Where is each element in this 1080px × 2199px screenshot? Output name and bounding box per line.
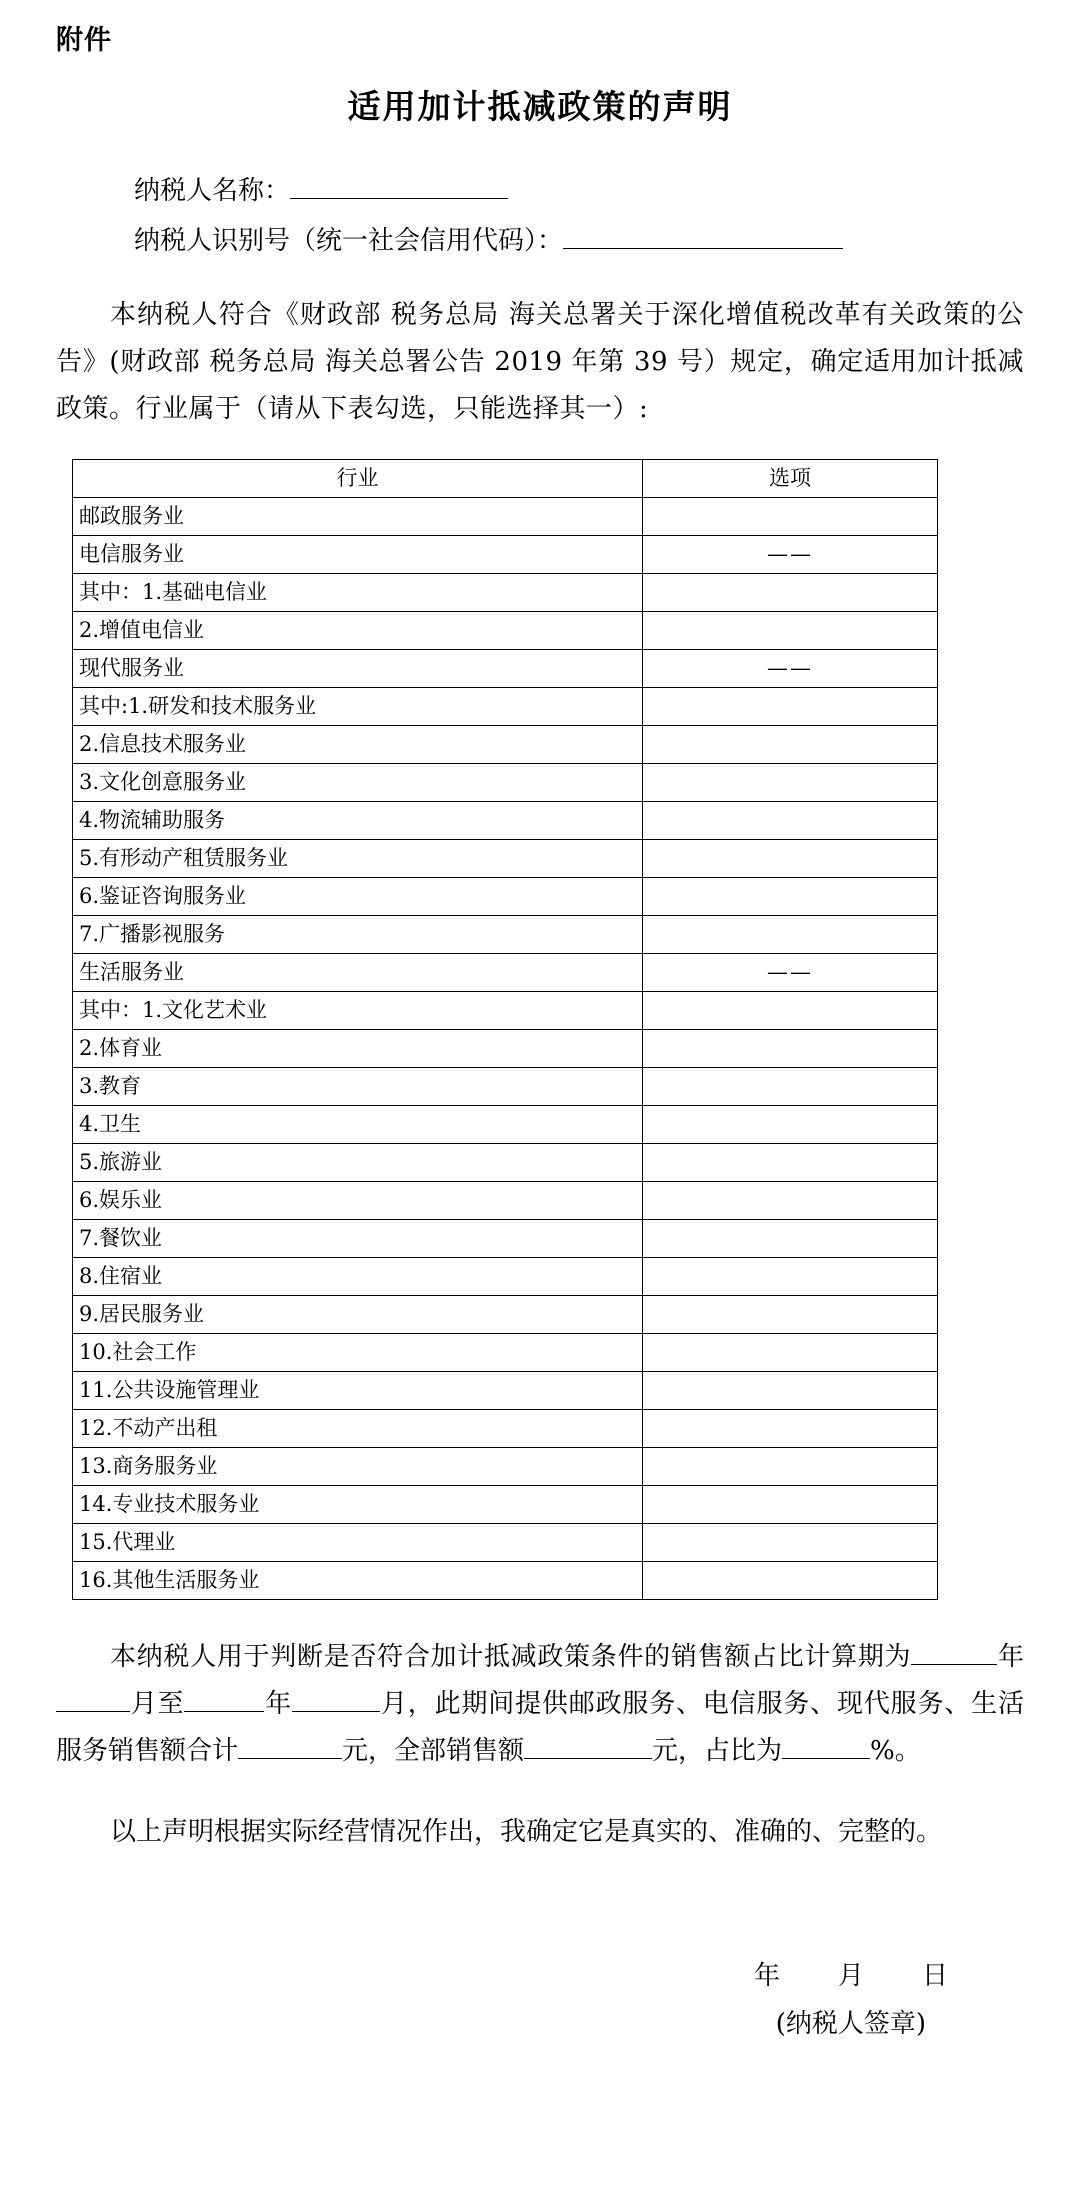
industry-option[interactable]: [643, 1258, 938, 1296]
table-row[interactable]: [73, 688, 938, 726]
industry-option[interactable]: [643, 1220, 938, 1258]
taxpayer-name-field: [134, 166, 1024, 216]
industry-name: 8.住宿业: [73, 1258, 643, 1296]
industry-option[interactable]: [643, 1334, 938, 1372]
signature-month-label: 月: [837, 1961, 864, 1991]
declaration-paragraph: 以上声明根据实际经营情况作出，我确定它是真实的、准确的、完整的。: [110, 1817, 943, 1847]
table-row[interactable]: [73, 1220, 938, 1258]
table-row[interactable]: [73, 1106, 938, 1144]
sales-text-6: 元，全部销售额: [342, 1736, 525, 1766]
industry-option[interactable]: [643, 840, 938, 878]
industry-option[interactable]: [643, 498, 938, 536]
industry-name: 15.代理业: [73, 1524, 643, 1562]
taxpayer-id-input[interactable]: [563, 248, 843, 249]
industry-name: 电信服务业: [73, 536, 643, 574]
table-row[interactable]: [73, 726, 938, 764]
signature-block: [56, 1952, 1024, 2048]
industry-name: 10.社会工作: [73, 1334, 643, 1372]
table-row[interactable]: [73, 612, 938, 650]
table-row[interactable]: [73, 1410, 938, 1448]
table-row[interactable]: [73, 1296, 938, 1334]
industry-option[interactable]: [643, 878, 938, 916]
table-row[interactable]: [73, 1334, 938, 1372]
industry-name: 2.增值电信业: [73, 612, 643, 650]
industry-option[interactable]: [643, 1372, 938, 1410]
industry-name: 现代服务业: [73, 650, 643, 688]
signature-date: [56, 1952, 948, 2000]
taxpayer-id-field: [134, 216, 1024, 266]
column-header-industry: 行业: [73, 460, 643, 498]
industry-option[interactable]: [643, 1296, 938, 1334]
table-row[interactable]: [73, 764, 938, 802]
table-header-row: [73, 460, 938, 498]
period-start-year-input[interactable]: [911, 1664, 997, 1665]
industry-name: 12.不动产出租: [73, 1410, 643, 1448]
table-row[interactable]: [73, 574, 938, 612]
sales-text-3: 月至: [130, 1689, 185, 1719]
industry-name: 5.旅游业: [73, 1144, 643, 1182]
industry-name: 3.文化创意服务业: [73, 764, 643, 802]
industry-option[interactable]: [643, 802, 938, 840]
industry-name: 9.居民服务业: [73, 1296, 643, 1334]
industry-name: 14.专业技术服务业: [73, 1486, 643, 1524]
industry-table-body: [73, 498, 938, 1600]
sales-ratio-paragraph: [56, 1634, 1024, 1775]
industry-option[interactable]: [643, 1030, 938, 1068]
policy-statement-paragraph: 本纳税人符合《财政部 税务总局 海关总署关于深化增值税改革有关政策的公告》(财政部 税务总局 海关总署公告 2019 年第 39 号）规定，确定适用加计抵减政策。行业属于（请从下表勾选，只能选择其一）:: [56, 300, 1024, 424]
industry-option[interactable]: [643, 612, 938, 650]
signature-year-label: 年: [753, 1961, 780, 1991]
industry-option[interactable]: ——: [643, 536, 938, 574]
industry-option[interactable]: [643, 992, 938, 1030]
industry-name: 7.广播影视服务: [73, 916, 643, 954]
industry-name: 其中：1.基础电信业: [73, 574, 643, 612]
industry-option[interactable]: [643, 1106, 938, 1144]
taxpayer-id-label: 纳税人识别号（统一社会信用代码）：: [134, 226, 564, 256]
table-row[interactable]: [73, 1524, 938, 1562]
industry-name: 6.娱乐业: [73, 1182, 643, 1220]
table-row[interactable]: [73, 1486, 938, 1524]
industry-name: 其中:1.研发和技术服务业: [73, 688, 643, 726]
table-row[interactable]: [73, 916, 938, 954]
industry-option[interactable]: [643, 1486, 938, 1524]
sales-text-4: 年: [264, 1689, 293, 1719]
signature-day-label: 日: [921, 1961, 948, 1991]
industry-option[interactable]: [643, 764, 938, 802]
sales-text-5: 月，此期间提供邮政服务、电信服务、现代服务、生活服务销售额合计: [56, 1689, 1024, 1766]
industry-option[interactable]: [643, 1144, 938, 1182]
sales-text-7: 元，占比为: [652, 1736, 783, 1766]
table-row[interactable]: [73, 536, 938, 574]
industry-option[interactable]: [643, 1524, 938, 1562]
sales-text-8: %。: [870, 1736, 921, 1766]
table-row[interactable]: [73, 1562, 938, 1600]
table-row[interactable]: [73, 1030, 938, 1068]
industry-name: 11.公共设施管理业: [73, 1372, 643, 1410]
table-row[interactable]: [73, 1144, 938, 1182]
table-row[interactable]: [73, 1258, 938, 1296]
sales-text-1: 本纳税人用于判断是否符合加计抵减政策条件的销售额占比计算期为: [110, 1642, 912, 1672]
taxpayer-name-label: 纳税人名称：: [134, 176, 291, 206]
table-row[interactable]: [73, 1182, 938, 1220]
industry-name: 13.商务服务业: [73, 1448, 643, 1486]
industry-name: 4.物流辅助服务: [73, 802, 643, 840]
industry-name: 6.鉴证咨询服务业: [73, 878, 643, 916]
table-row[interactable]: [73, 1372, 938, 1410]
ratio-input[interactable]: [782, 1758, 870, 1759]
table-row[interactable]: [73, 840, 938, 878]
period-end-year-input[interactable]: [184, 1711, 264, 1712]
period-end-month-input[interactable]: [292, 1711, 380, 1712]
page-title: 适用加计抵减政策的声明: [347, 87, 733, 126]
industry-option[interactable]: [643, 574, 938, 612]
industry-option[interactable]: [643, 726, 938, 764]
industry-option[interactable]: ——: [643, 650, 938, 688]
table-row[interactable]: [73, 1068, 938, 1106]
industry-name: 其中：1.文化艺术业: [73, 992, 643, 1030]
industry-name: 16.其他生活服务业: [73, 1562, 643, 1600]
attachment-label: 附件: [56, 25, 112, 56]
industry-option[interactable]: ——: [643, 954, 938, 992]
table-row[interactable]: [73, 498, 938, 536]
total-sales-input[interactable]: [524, 1758, 652, 1759]
table-row[interactable]: [73, 954, 938, 992]
industry-option[interactable]: [643, 916, 938, 954]
industry-name: 2.体育业: [73, 1030, 643, 1068]
table-row[interactable]: [73, 650, 938, 688]
period-start-month-input[interactable]: [56, 1711, 130, 1712]
industry-name: 3.教育: [73, 1068, 643, 1106]
sales-text-2: 年: [997, 1642, 1024, 1672]
four-services-sales-input[interactable]: [238, 1758, 342, 1759]
industry-name: 2.信息技术服务业: [73, 726, 643, 764]
industry-name: 邮政服务业: [73, 498, 643, 536]
industry-table-wrapper: [72, 459, 938, 1600]
industry-option[interactable]: [643, 1448, 938, 1486]
industry-name: 7.餐饮业: [73, 1220, 643, 1258]
industry-name: 5.有形动产租赁服务业: [73, 840, 643, 878]
industry-name: 4.卫生: [73, 1106, 643, 1144]
industry-option[interactable]: [643, 688, 938, 726]
industry-option[interactable]: [643, 1068, 938, 1106]
industry-option[interactable]: [643, 1182, 938, 1220]
column-header-option: 选项: [643, 460, 938, 498]
table-row[interactable]: [73, 992, 938, 1030]
table-row[interactable]: [73, 1448, 938, 1486]
industry-option[interactable]: [643, 1410, 938, 1448]
signer-label: (纳税人签章): [775, 2009, 926, 2039]
taxpayer-name-input[interactable]: [290, 198, 508, 199]
industry-option[interactable]: [643, 1562, 938, 1600]
table-row[interactable]: [73, 802, 938, 840]
industry-table: [72, 459, 938, 1600]
industry-name: 生活服务业: [73, 954, 643, 992]
table-row[interactable]: [73, 878, 938, 916]
